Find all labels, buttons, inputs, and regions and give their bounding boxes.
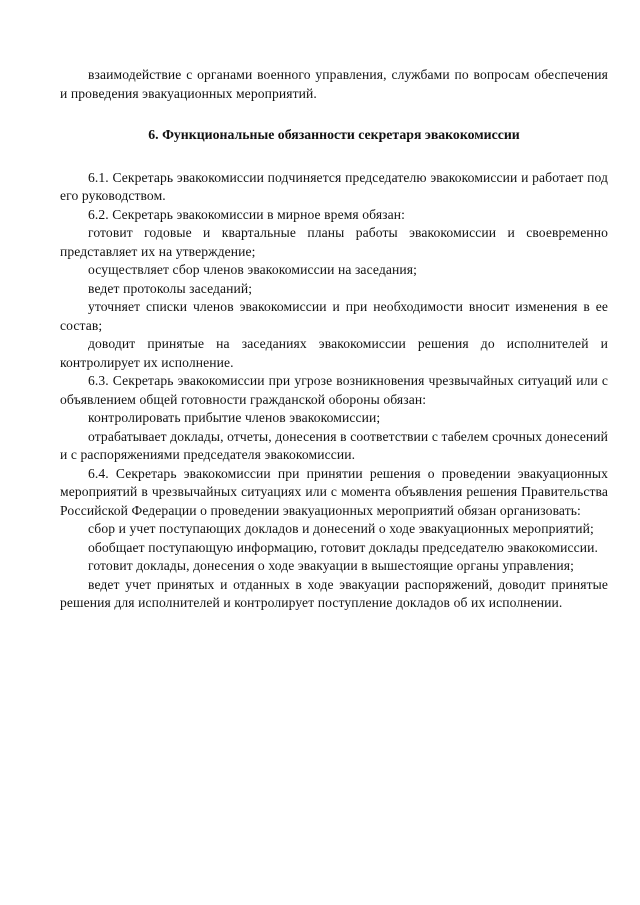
duty-annual-plans: готовит годовые и квартальные планы работы эвакокомиссии и своевременно представляет их на утверждение; [60, 225, 608, 259]
duty-deliver-decisions: доводит принятые на заседаниях эвакокомиссии решения до исполнителей и контролирует их исполнение. [60, 336, 608, 370]
duty-track-orders: ведет учет принятых и отданных в ходе эвакуации распоряжений, доводит принятые решения для исполнителей и контролирует поступление докладов об их исполнении. [60, 576, 608, 610]
paragraph-6-4: 6.4. Секретарь эвакокомиссии при принятии решения о проведении эвакуационных мероприятий в чрезвычайных ситуациях или с момента объявления решения Правительства Российской Федерации о проведении эвакуационных мероприятий обязан организовать: [60, 465, 608, 518]
duty-gather-members: осуществляет сбор членов эвакокомиссии на заседания; [88, 262, 417, 277]
duty-collect-reports: сбор и учет поступающих докладов и донесений о ходе эвакуационных мероприятий; [88, 521, 594, 536]
paragraph-6-3: 6.3. Секретарь эвакокомиссии при угрозе возникновения чрезвычайных ситуаций или с объявлением общей готовности гражданской обороны обязан: [60, 373, 608, 407]
duty-summarize-info: обобщает поступающую информацию, готовит доклады председателю эвакокомиссии. [88, 539, 598, 555]
document-body [60, 66, 608, 613]
duty-update-lists: уточняет списки членов эвакокомиссии и при необходимости вносит изменения в ее состав; [60, 299, 608, 333]
duty-prepare-reports: готовит доклады, донесения о ходе эвакуации в вышестоящие органы управления; [88, 558, 574, 573]
intro-paragraph: взаимодействие с органами военного управления, службами по вопросам обеспечения и проведения эвакуационных мероприятий. [60, 67, 608, 101]
duty-reports: отрабатывает доклады, отчеты, донесения в соответствии с табелем срочных донесений и с распоряжениями председателя эвакокомиссии. [60, 428, 608, 462]
paragraph-6-2: 6.2. Секретарь эвакокомиссии в мирное время обязан: [88, 206, 406, 222]
paragraph-6-1: 6.1. Секретарь эвакокомиссии подчиняется председателю эвакокомиссии и работает под его руководством. [60, 169, 608, 203]
duty-control-arrival: контролировать прибытие членов эвакокомиссии; [88, 410, 381, 425]
section-title: 6. Функциональные обязанности секретаря эвакокомиссии [148, 127, 520, 142]
duty-minutes: ведет протоколы заседаний; [88, 280, 253, 296]
